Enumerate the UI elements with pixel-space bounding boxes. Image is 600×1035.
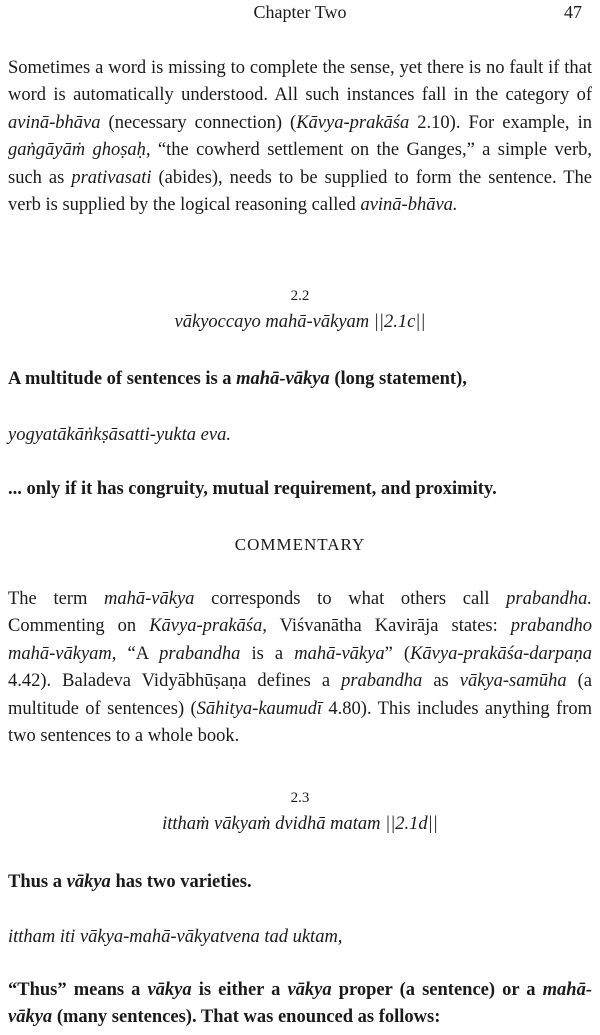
translation-2-2b: ... only if it has congruity, mutual requirement, and proximity.: [8, 479, 497, 499]
italic-term: Sāhitya-kaumudī: [196, 698, 323, 719]
text-run: The term: [8, 589, 105, 609]
text-run: Thus a: [8, 872, 67, 892]
translation-2-3b: [8, 977, 592, 1032]
text-run: is a: [240, 643, 295, 664]
italic-term: prabandho mahā-vākyam,: [8, 616, 592, 664]
text-run: Viśvanātha Kavirāja states:: [266, 616, 511, 637]
italic-term: avinā-bhāva: [8, 112, 101, 133]
italic-term: avinā-bhāva.: [360, 195, 458, 216]
text-run: ” (: [384, 643, 411, 664]
italic-term: prativasati: [71, 167, 152, 188]
paragraph-avina-bhava: [8, 55, 592, 219]
text-run: (long statement),: [329, 369, 467, 389]
italic-term: mahā-vākya: [8, 980, 592, 1028]
text-run: has two varieties.: [110, 872, 252, 892]
italic-term: prabandha: [341, 671, 423, 692]
running-header: [0, 2, 600, 28]
text-run: A multitude of sentences is a: [8, 369, 237, 389]
text-run: (many sentences). That was enounced as follows:: [52, 1007, 441, 1028]
translation-2-3: [8, 869, 592, 896]
paragraph-commentary: [8, 586, 592, 750]
text-run: proper (a sentence) or a: [331, 980, 543, 1000]
italic-term: prabandha: [159, 643, 241, 664]
verse-text: vākyoccayo mahā-vākyam ||2.1c||: [174, 312, 426, 332]
text-run: Sometimes a word is missing to complete the sense, yet there is no fault if that word is automatically understood. All such instances fall in the category of: [8, 58, 592, 106]
text-run: (abides), needs to be supplied to form the sentence. The verb is supplied by the logical reasoning called: [8, 167, 592, 216]
chapter-title: Chapter Two: [253, 2, 347, 22]
sanskrit-text: yogyatākāṅkṣāsatti-yukta eva.: [8, 425, 231, 445]
verse-number: 2.3: [290, 790, 310, 806]
italic-term: mahā-vākya: [294, 643, 385, 664]
italic-term: vākya-samūha: [459, 671, 567, 692]
text-run: “Thus” means a: [8, 980, 148, 1000]
italic-term: mahā-vākya: [236, 369, 330, 389]
italic-term: vākya: [287, 980, 332, 1000]
verse-2-3: [8, 785, 592, 837]
translation-2-2: [8, 366, 592, 393]
verse-text: itthaṁ vākyaṁ dvidhā matam ||2.1d||: [162, 814, 438, 834]
text-run: 2.10). For example, in: [409, 112, 592, 133]
text-run: (a multitude of sentences) (: [8, 671, 592, 719]
italic-term: prabandha.: [506, 589, 592, 609]
italic-term: Kāvya-prakāśa: [296, 112, 410, 133]
sanskrit-line-2-2b: [8, 422, 592, 449]
text-run: is either a: [191, 980, 288, 1000]
commentary-heading: COMMENTARY: [234, 535, 366, 554]
text-run: “A: [116, 643, 160, 664]
text-run: (necessary connection) (: [100, 112, 297, 133]
text-run: 4.42). Baladeva Vidyābhūṣaṇa defines a: [8, 671, 342, 692]
text-run: as: [422, 671, 460, 692]
page-number: 47: [564, 2, 582, 22]
text-run: “the cowherd settlement on the Ganges,” a simple verb, such as: [8, 140, 592, 188]
text-run: corresponds to what others call: [194, 589, 507, 609]
italic-term: Kāvya-prakāśa-darpaṇa: [410, 643, 592, 664]
verse-number: 2.2: [290, 288, 310, 304]
italic-term: vākya: [147, 980, 192, 1000]
text-run: 4.80). This includes anything from two sentences to a whole book.: [8, 698, 593, 747]
italic-term: mahā-vākya: [104, 589, 195, 609]
italic-term: Kāvya-prakāśa,: [149, 616, 267, 637]
italic-term: vākya: [66, 872, 111, 892]
sanskrit-text: ittham iti vākya-mahā-vākyatvena tad uktam,: [8, 927, 343, 947]
verse-2-2: [8, 283, 592, 335]
text-run: Commenting on: [8, 616, 150, 637]
sanskrit-line-2-3b: [8, 924, 592, 951]
italic-term: gaṅgāyāṁ ghoṣaḥ,: [8, 140, 151, 161]
